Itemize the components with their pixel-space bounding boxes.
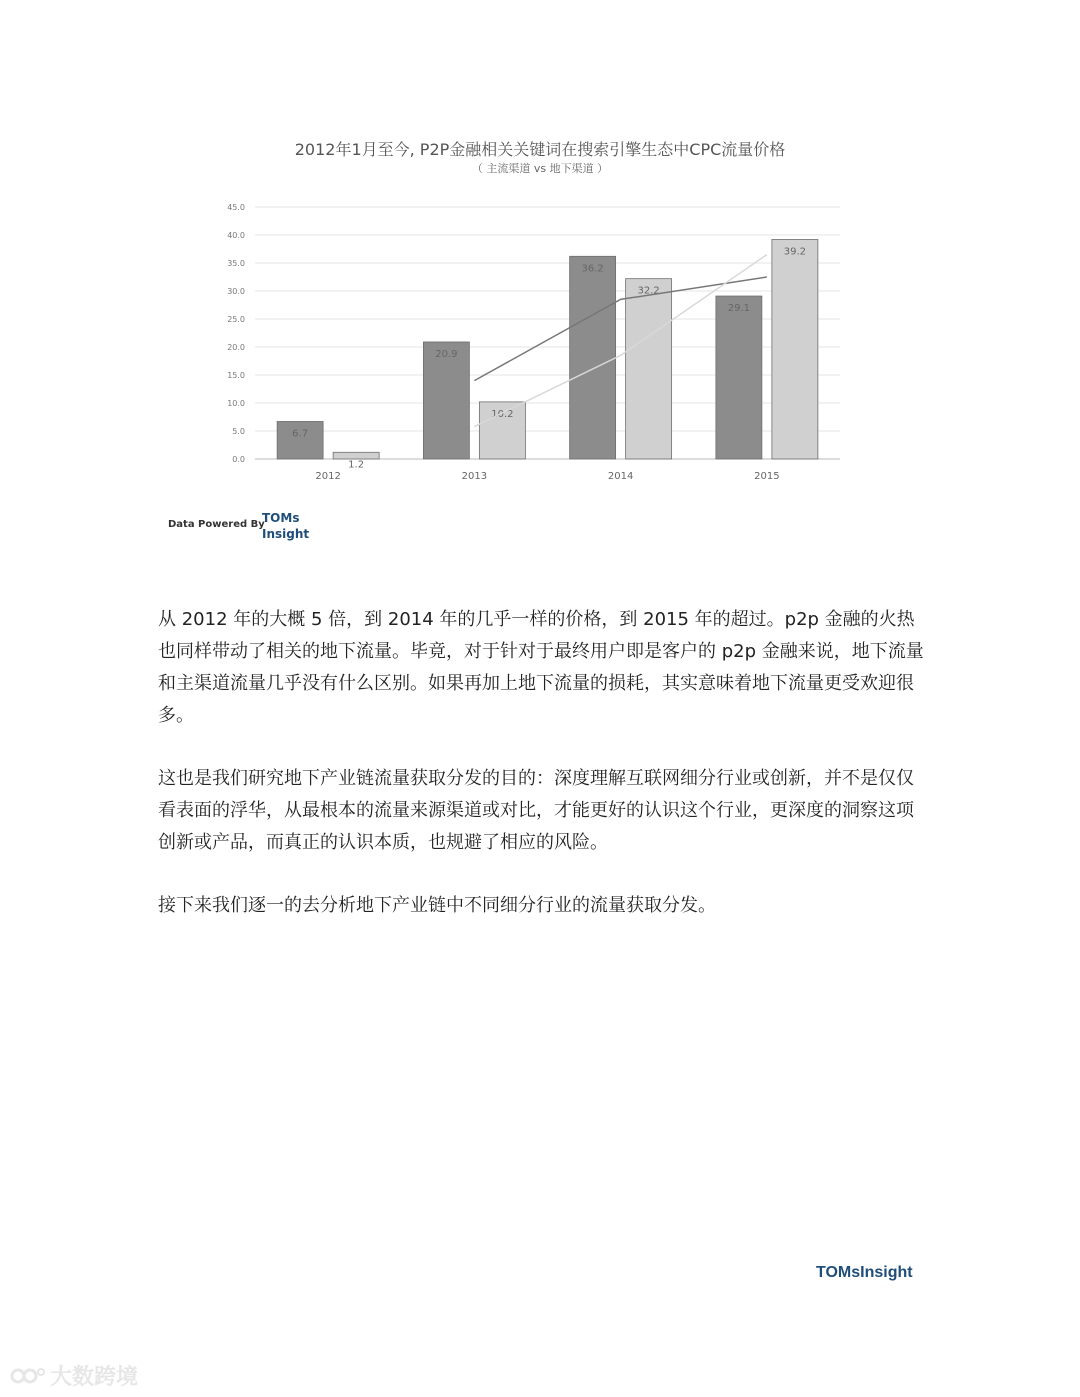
chart-title: 2012年1月至今, P2P金融相关关键词在搜索引擎生态中CPC流量价格 bbox=[294, 140, 786, 159]
bar bbox=[716, 296, 762, 459]
x-tick-label: 2013 bbox=[461, 471, 488, 482]
chart-subtitle: （ 主流渠道 vs 地下渠道 ） bbox=[471, 162, 609, 175]
x-tick-label: 2014 bbox=[607, 471, 634, 482]
data-credit-brand bbox=[262, 510, 309, 542]
watermark bbox=[10, 1360, 138, 1391]
bar-chart bbox=[0, 0, 1080, 500]
data-label: 10.2 bbox=[491, 408, 514, 420]
body-paragraph: 从 2012 年的大概 5 倍，到 2014 年的几乎一样的价格，到 2015 年的超过。p2p 金融的火热也同样带动了相关的地下流量。毕竟，对于针对于最终用户即是客户的 p2p 金融来说，地下流量和主渠道流量几乎没有什么区别。如果再加上地下流量的损耗，其实意味着地下流量更受欢迎很多。 bbox=[158, 609, 924, 726]
body-paragraph: 接下来我们逐一的去分析地下产业链中不同细分行业的流量获取分发。 bbox=[158, 895, 716, 916]
data-label: 39.2 bbox=[783, 246, 807, 258]
y-tick-label: 15.0 bbox=[227, 371, 245, 380]
y-tick-label: 35.0 bbox=[227, 259, 245, 268]
data-label: 29.1 bbox=[727, 303, 751, 315]
footer-brand-logo: TOMsInsight bbox=[816, 1264, 913, 1281]
y-tick-label: 5.0 bbox=[232, 427, 245, 436]
watermark-logo-icon bbox=[10, 1364, 46, 1388]
y-tick-label: 45.0 bbox=[227, 203, 245, 212]
y-tick-label: 30.0 bbox=[227, 287, 245, 296]
bar bbox=[277, 421, 323, 459]
bar bbox=[570, 256, 616, 459]
body-paragraph: 这也是我们研究地下产业链流量获取分发的目的：深度理解互联网细分行业或创新，并不是仅仅看表面的浮华，从最根本的流量来源渠道或对比，才能更好的认识这个行业，更深度的洞察这项创新或产品，而真正的认识本质，也规避了相应的风险。 bbox=[158, 768, 914, 853]
data-label: 1.2 bbox=[348, 459, 365, 471]
bar bbox=[333, 452, 379, 459]
y-tick-label: 25.0 bbox=[227, 315, 245, 324]
bar bbox=[626, 279, 672, 459]
y-tick-label: 0.0 bbox=[232, 455, 245, 464]
y-tick-label: 40.0 bbox=[227, 231, 245, 240]
y-tick-label: 10.0 bbox=[227, 399, 245, 408]
data-label: 6.7 bbox=[292, 428, 309, 440]
credit-brand-line1: TOMs bbox=[262, 511, 300, 525]
x-tick-label: 2015 bbox=[754, 471, 780, 482]
y-tick-label: 20.0 bbox=[227, 343, 245, 352]
bar bbox=[772, 239, 818, 459]
data-credit-label: Data Powered By bbox=[168, 519, 265, 530]
x-tick-label: 2012 bbox=[315, 471, 341, 482]
data-label: 20.9 bbox=[435, 348, 458, 360]
watermark-text: 大数跨境 bbox=[50, 1365, 139, 1390]
data-label: 32.2 bbox=[637, 285, 660, 297]
data-label: 36.2 bbox=[581, 263, 604, 275]
credit-brand-line2: Insight bbox=[262, 527, 310, 541]
